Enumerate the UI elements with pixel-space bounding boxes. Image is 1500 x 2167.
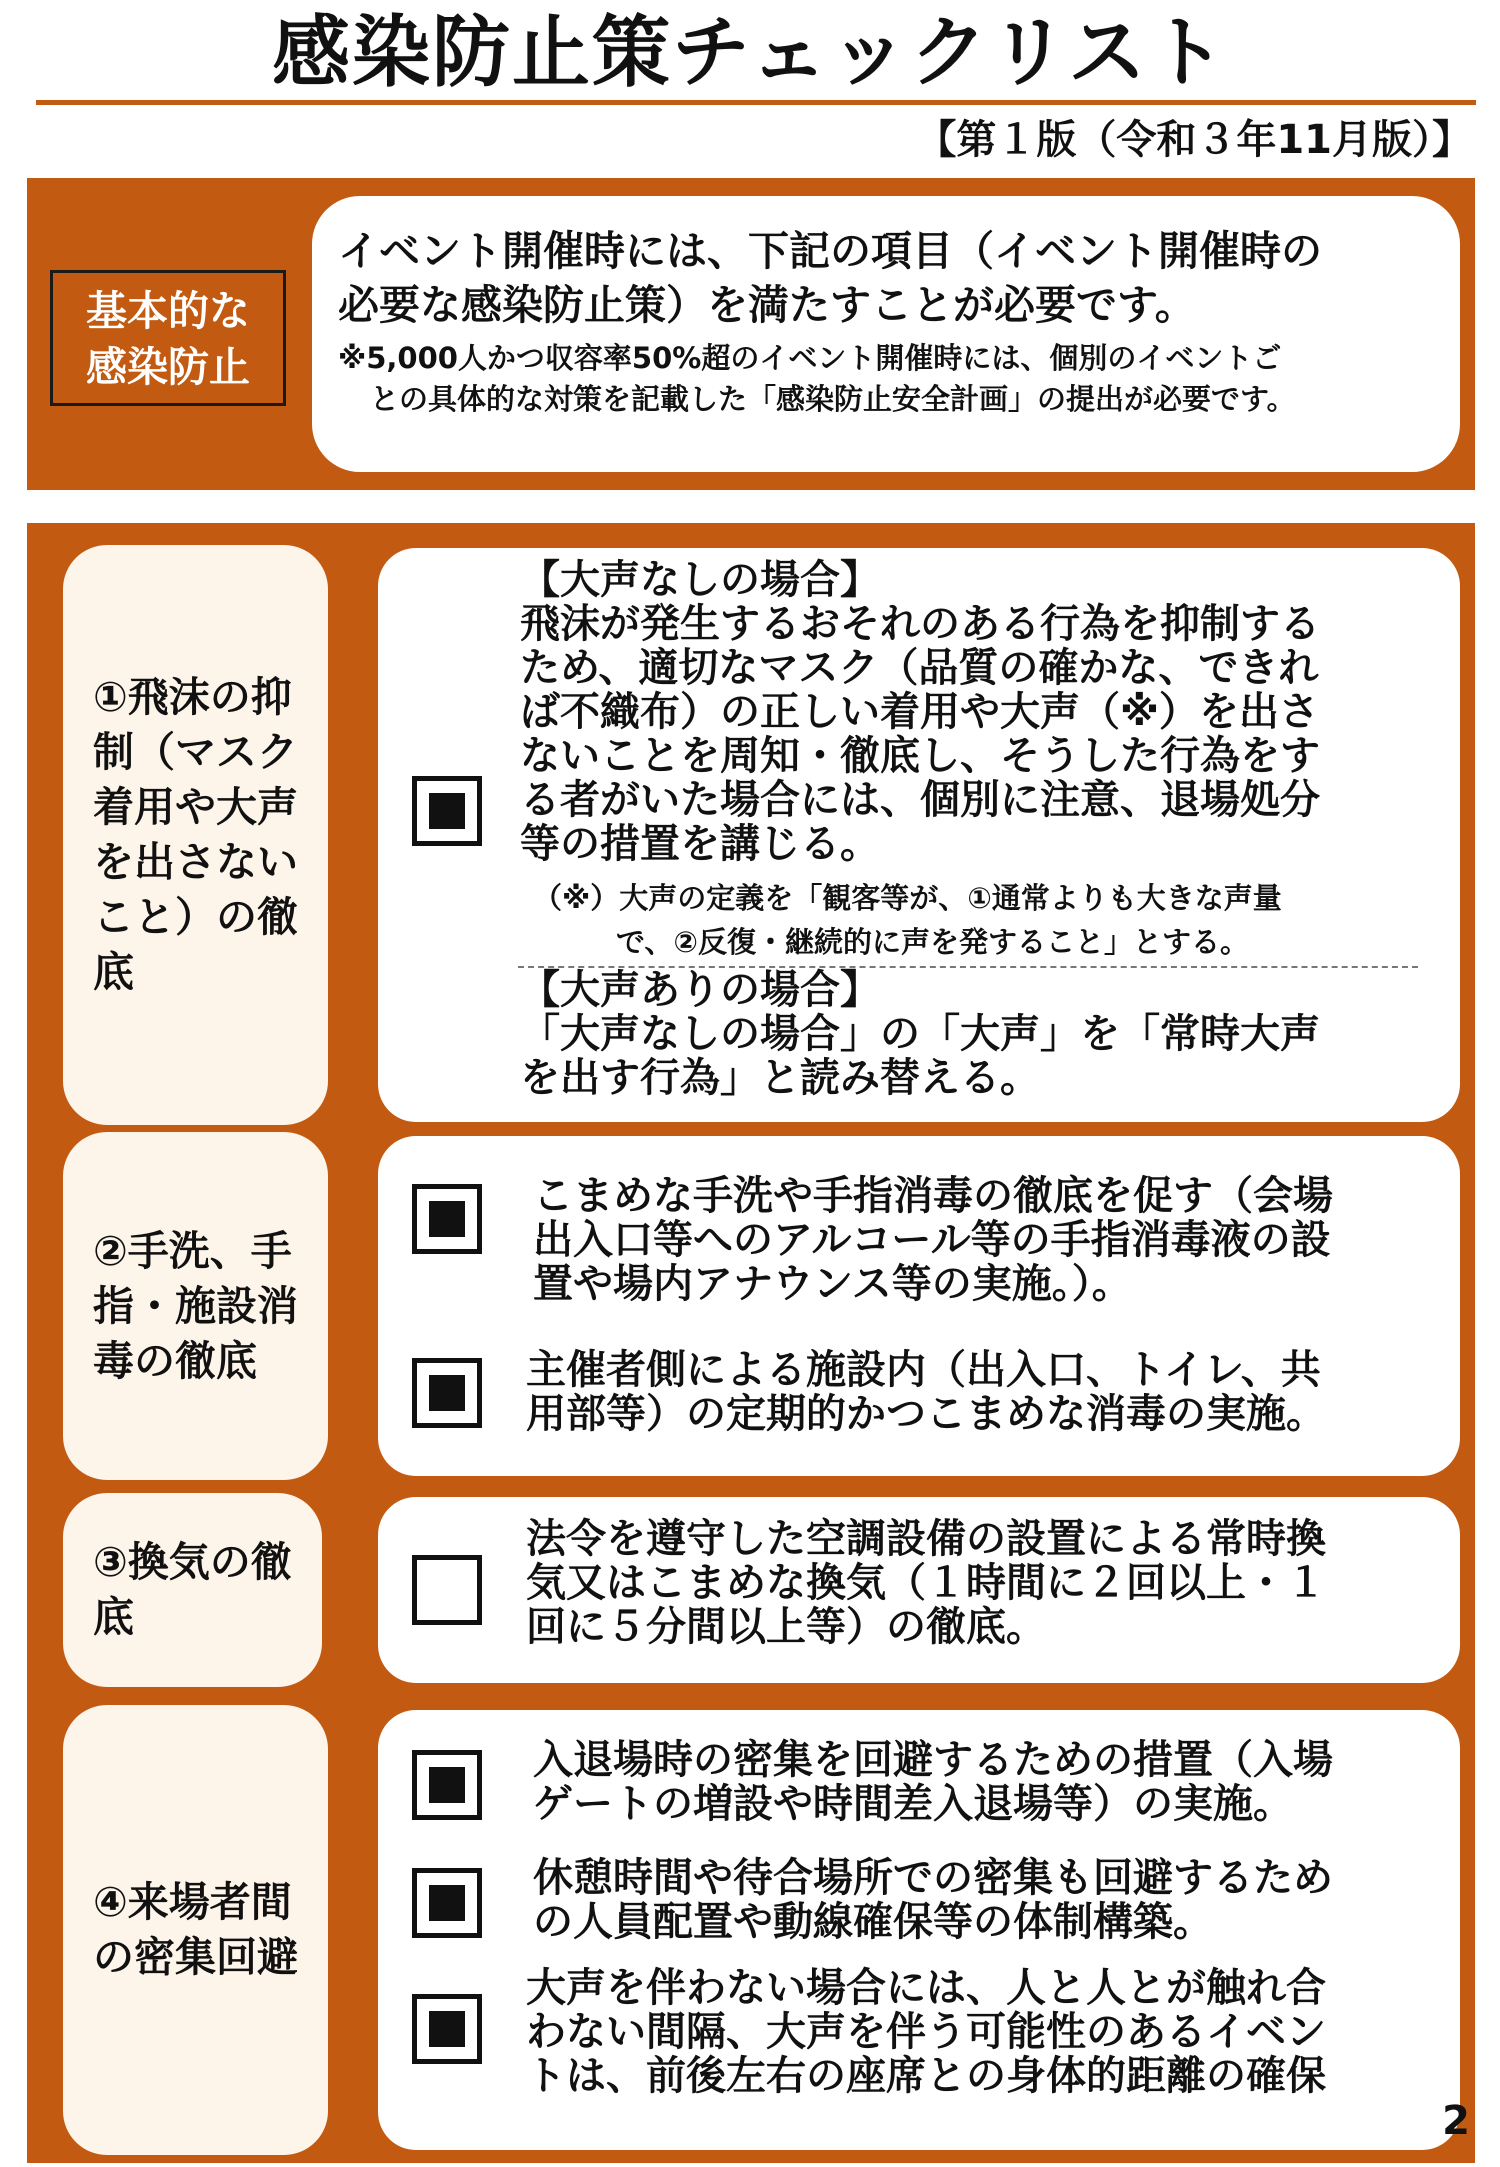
section-label-text	[93, 670, 298, 1000]
text-line: こまめな手洗や手指消毒の徹底を促す（会場	[533, 1173, 1333, 1219]
section-label-hand-hygiene	[63, 1132, 328, 1480]
checkbox-break-area-crowd[interactable]	[412, 1868, 482, 1938]
intro-note-line2: との具体的な対策を記載した「感染防止安全計画」の提出が必要です。	[370, 382, 1296, 416]
heading-no-loud-voice: 【大声なしの場合】	[520, 557, 880, 603]
basic-prevention-label-line2: 感染防止	[86, 343, 250, 391]
checkbox-entry-exit-crowd[interactable]	[412, 1750, 482, 1820]
checkbox-droplet-suppression[interactable]	[412, 776, 482, 846]
text-line: 休憩時間や待合場所での密集も回避するため	[533, 1855, 1333, 1901]
text-line: 入退場時の密集を回避するための措置（入場	[533, 1737, 1333, 1783]
text-line: 法令を遵守した空調設備の設置による常時換	[526, 1516, 1326, 1562]
label-line: 毒の徹底	[93, 1336, 257, 1385]
intro-main-line1: イベント開催時には、下記の項目（イベント開催時の	[338, 227, 1322, 275]
title-underline	[36, 100, 1476, 105]
label-line: 制（マスク	[93, 728, 298, 776]
text-line: 回に５分間以上等）の徹底。	[526, 1604, 1046, 1650]
section-label-crowd-avoidance	[63, 1705, 328, 2155]
text-line: ば不織布）の正しい着用や大声（※）を出さ	[520, 689, 1319, 735]
section-label-text	[93, 1535, 292, 1645]
heading-with-loud-voice: 【大声ありの場合】	[520, 967, 880, 1013]
text-line: る者がいた場合には、個別に注意、退場処分	[520, 777, 1320, 823]
text-line: 置や場内アナウンス等の実施。）。	[533, 1261, 1132, 1307]
edition-label: 【第１版（令和３年11月版）】	[916, 117, 1472, 163]
section-content-droplet	[378, 548, 1460, 1122]
text-line: 用部等）の定期的かつこまめな消毒の実施。	[526, 1391, 1326, 1437]
section-content-hand-hygiene	[378, 1136, 1460, 1476]
label-line: 底	[93, 1593, 134, 1641]
checkbox-ventilation[interactable]	[412, 1555, 482, 1625]
text-line: ゲートの増設や時間差入退場等）の実施。	[533, 1781, 1293, 1827]
text-line: 気又はこまめな換気（１時間に２回以上・１	[526, 1560, 1326, 1606]
checkbox-hand-sanitizing[interactable]	[412, 1184, 482, 1254]
page-number: 2	[1442, 2098, 1470, 2144]
text-line: を出す行為」と読み替える。	[520, 1055, 1040, 1101]
label-line: こと）の徹	[93, 893, 298, 941]
text-line: 出入口等へのアルコール等の手指消毒液の設	[533, 1217, 1331, 1263]
intro-card	[312, 196, 1460, 472]
intro-note-line1: ※5,000人かつ収容率50%超のイベント開催時には、個別のイベントご	[338, 341, 1282, 375]
section-content-ventilation	[378, 1497, 1460, 1683]
label-line: 底	[93, 948, 134, 996]
note-line: （※）大声の定義を「観客等が、①通常よりも大きな声量	[533, 881, 1282, 915]
label-line: ③換気の徹	[93, 1538, 292, 1586]
basic-prevention-label-line1: 基本的な	[86, 287, 250, 335]
note-line: で、②反復・継続的に声を発すること」とする。	[616, 925, 1249, 959]
text-line: ため、適切なマスク（品質の確かな、できれ	[520, 645, 1319, 691]
text-line: わない間隔、大声を伴う可能性のあるイベン	[526, 2009, 1326, 2055]
intro-note	[338, 338, 1434, 420]
label-line: ②手洗、手	[93, 1226, 292, 1275]
section-label-ventilation	[63, 1493, 322, 1687]
section-label-droplet	[63, 545, 328, 1125]
section-label-text	[93, 1875, 298, 1985]
checkbox-physical-distance[interactable]	[412, 1994, 482, 2064]
text-line: 大声を伴わない場合には、人と人とが触れ合	[526, 1965, 1326, 2011]
text-line: の人員配置や動線確保等の体制構築。	[533, 1899, 1213, 1945]
label-line: 指・施設消	[93, 1281, 298, 1330]
label-line: を出さない	[93, 838, 298, 886]
label-line: ④来場者間	[93, 1878, 292, 1926]
text-line: ないことを周知・徹底し、そうした行為をす	[520, 733, 1320, 779]
checkbox-facility-disinfection[interactable]	[412, 1358, 482, 1428]
intro-main-line2: 必要な感染防止策）を満たすことが必要です。	[338, 281, 1196, 329]
text-line: 飛沫が発生するおそれのある行為を抑制する	[520, 601, 1320, 647]
label-line: ①飛沫の抑	[93, 673, 292, 721]
text-line: 等の措置を講じる。	[520, 821, 880, 867]
basic-prevention-label	[50, 270, 286, 406]
label-line: の密集回避	[93, 1933, 298, 1981]
text-line: 「大声なしの場合」の「大声」を「常時大声	[520, 1011, 1320, 1057]
section-content-crowd-avoidance	[378, 1710, 1460, 2150]
text-line: トは、前後左右の座席との身体的距離の確保	[526, 2053, 1326, 2099]
label-line: 着用や大声	[93, 783, 298, 831]
section-label-text	[93, 1224, 298, 1389]
page-title: 感染防止策チェックリスト	[271, 8, 1229, 98]
text-line: 主催者側による施設内（出入口、トイレ、共	[526, 1347, 1321, 1393]
